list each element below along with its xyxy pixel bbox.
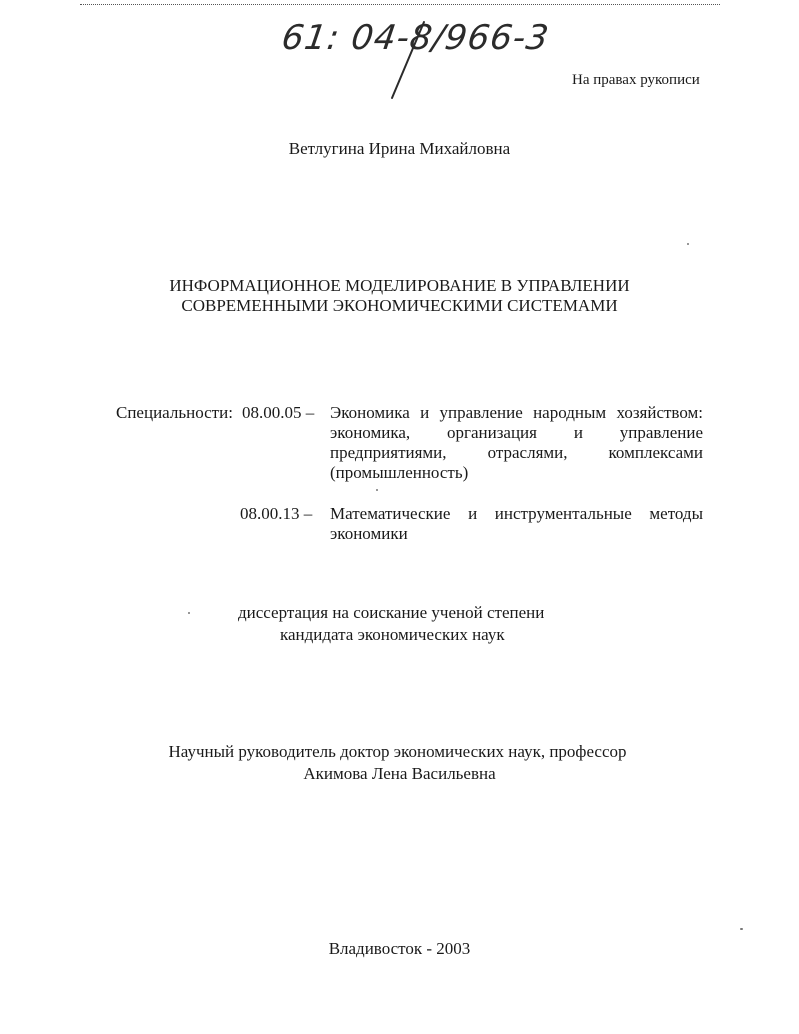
specialty-description: [330, 403, 703, 483]
degree-line: кандидата экономических наук: [280, 625, 505, 644]
degree-statement: [238, 602, 544, 646]
handwritten-slash-stroke: [282, 8, 542, 100]
specialty-line: Экономика и управление народным хозяйством:: [330, 403, 703, 422]
place-and-year: Владивосток - 2003: [328, 939, 471, 958]
scientific-advisor: [0, 741, 799, 785]
title-line: ИНФОРМАЦИОННОЕ МОДЕЛИРОВАНИЕ В УПРАВЛЕНИИ: [169, 276, 630, 295]
top-scan-edge: [80, 4, 720, 5]
specialty-code: 08.00.13 –: [240, 504, 313, 523]
specialty-line: предприятиями, отраслями, комплексами: [330, 443, 703, 462]
specialty-line: экономика, организация и управление: [330, 423, 703, 442]
dissertation-title: [0, 276, 799, 316]
handwritten-code-text: 61: 04-8/966-3: [279, 18, 552, 58]
specialty-line: Математические и инструментальные методы: [330, 504, 703, 523]
scan-speck: [376, 489, 378, 491]
advisor-line: Научный руководитель доктор экономических наук, профессор: [168, 742, 627, 761]
author-name: Ветлугина Ирина Михайловна: [288, 139, 511, 158]
specialty-line: (промышленность): [330, 463, 469, 482]
scan-speck: [188, 612, 190, 614]
specialty-line: экономики: [330, 524, 408, 543]
specialty-description: [330, 504, 703, 544]
scan-speck: [687, 243, 689, 245]
advisor-line: Акимова Лена Васильевна: [303, 764, 496, 783]
handwritten-archive-code: [279, 8, 552, 100]
title-line: СОВРЕМЕННЫМИ ЭКОНОМИЧЕСКИМИ СИСТЕМАМИ: [181, 296, 618, 315]
degree-line: диссертация на соискание ученой степени: [238, 603, 545, 622]
specialty-code: 08.00.05 –: [242, 403, 315, 422]
specialties-label: Специальности:: [116, 403, 233, 422]
rights-note: На правах рукописи: [572, 72, 700, 88]
scan-speck: [740, 928, 743, 930]
